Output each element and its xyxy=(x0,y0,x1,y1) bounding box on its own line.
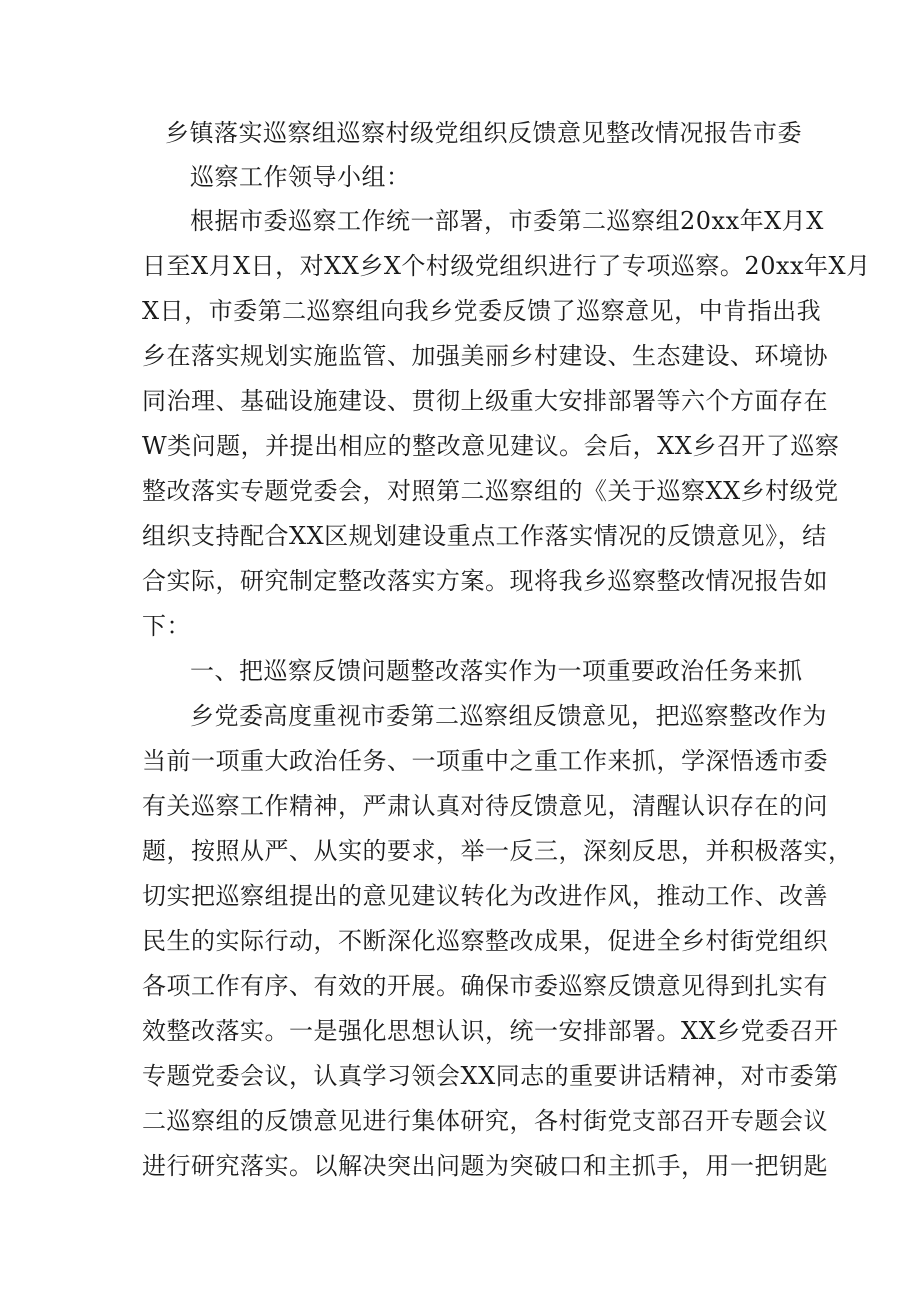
section-line: 民生的实际行动，不断深化巡察整改成果，促进全乡村街党组织 xyxy=(142,927,828,955)
intro-line: W类问题，并提出相应的整改意见建议。会后，XX乡召开了巡察 xyxy=(142,432,840,460)
section-heading: 一、把巡察反馈问题整改落实作为一项重要政治任务来抓 xyxy=(190,657,803,685)
intro-line: X日，市委第二巡察组向我乡党委反馈了巡察意见，中肯指出我 xyxy=(142,297,822,325)
section-line: 专题党委会议，认真学习领会XX同志的重要讲话精神，对市委第 xyxy=(142,1062,839,1090)
intro-line: 组织支持配合XX区规划建设重点工作落实情况的反馈意见》，结 xyxy=(142,522,827,550)
section-line: 有关巡察工作精神，严肃认真对待反馈意见，清醒认识存在的问 xyxy=(142,792,828,820)
document-title: 乡镇落实巡察组巡察村级党组织反馈意见整改情况报告市委 xyxy=(165,119,802,147)
section-line: 二巡察组的反馈意见进行集体研究，各村街党支部召开专题会议 xyxy=(142,1107,828,1135)
intro-line: 合实际，研究制定整改落实方案。现将我乡巡察整改情况报告如 xyxy=(142,567,828,595)
section-line: 题，按照从严、从实的要求，举一反三，深刻反思，并积极落实， xyxy=(142,837,853,865)
section-line: 切实把巡察组提出的意见建议转化为改进作风，推动工作、改善 xyxy=(142,882,828,910)
intro-line: 同治理、基础设施建设、贯彻上级重大安排部署等六个方面存在 xyxy=(142,387,828,415)
section-line: 当前一项重大政治任务、一项重中之重工作来抓，学深悟透市委 xyxy=(142,747,828,775)
intro-line: 下： xyxy=(142,612,191,640)
intro-line: 根据市委巡察工作统一部署，市委第二巡察组20xx年X月X xyxy=(190,207,824,235)
section-line: 乡党委高度重视市委第二巡察组反馈意见，把巡察整改作为 xyxy=(190,702,827,730)
salutation: 巡察工作领导小组： xyxy=(190,163,411,191)
intro-line: 日至X月X日，对XX乡X个村级党组织进行了专项巡察。20xx年X月 xyxy=(142,252,871,280)
intro-line: 整改落实专题党委会，对照第二巡察组的《关于巡察XX乡村级党 xyxy=(142,477,839,505)
section-line: 进行研究落实。以解决突出问题为突破口和主抓手，用一把钥匙 xyxy=(142,1152,828,1180)
intro-line: 乡在落实规划实施监管、加强美丽乡村建设、生态建设、环境协 xyxy=(142,342,828,370)
section-line: 效整改落实。一是强化思想认识，统一安排部署。XX乡党委召开 xyxy=(142,1017,839,1045)
section-line: 各项工作有序、有效的开展。确保市委巡察反馈意见得到扎实有 xyxy=(142,972,828,1000)
